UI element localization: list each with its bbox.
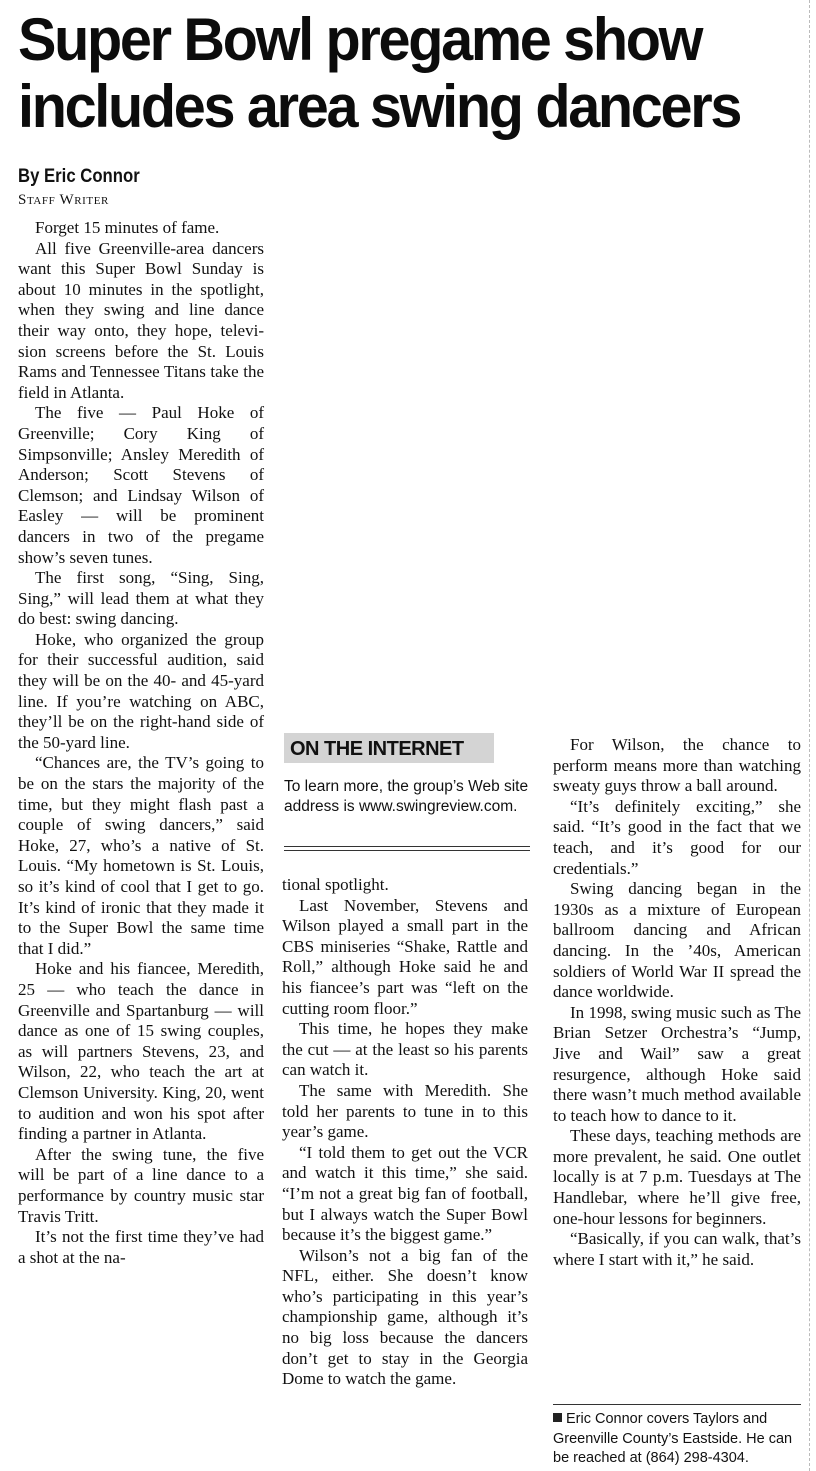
tagline-rule: [553, 1404, 801, 1405]
byline: By Eric Connor: [18, 166, 140, 187]
paragraph: “Basically, if you can walk, that’s where I start with it,” he said.: [553, 1229, 801, 1269]
headline-line-2: includes area swing dancers: [18, 73, 741, 140]
paragraph: Hoke, who organized the group for their successful audition, said they will be on the 40- and 45-yard line. If you’re watching on ABC, they’ll be on the right-hand side of the 50-yard line.: [18, 629, 264, 752]
paragraph: Last November, Stevens and Wilson played a small part in the CBS miniseries “Shake, Rattle and Roll,” although Hoke said he and his fiancee’s part was “left on the cutting room floor.”: [282, 895, 528, 1018]
square-bullet-icon: [553, 1413, 562, 1422]
paragraph: Wilson’s not a big fan of the NFL, either. She doesn’t know who’s participating in this year’s championship game, although it’s no big loss because the dancers don’t get to stay in the Georgia Dome to watch the game.: [282, 1245, 528, 1389]
paragraph: All five Greenville-area dancers want this Super Bowl Sunday is about 10 minutes in the spotlight, when they swing and line dance their way onto, they hope, television screens before the St. Louis Rams and Tennessee Titans take the field in Atlanta.: [18, 238, 264, 402]
paragraph: Swing dancing began in the 1930s as a mixture of European ballroom dancing and African dancing. In the ’40s, American soldiers of World War II spread the dance worldwide.: [553, 879, 801, 1002]
paragraph: “Chances are, the TV’s going to be on the stars the majority of the time, but they might flash past a couple of swing dancers,” said Hoke, 27, who’s a native of St. Louis. “My hometown is St. Louis, so it’s kind of cool that I get to go. It’s kind of ironic that they made it to the Super Bowl the same time that I did.”: [18, 753, 264, 958]
paragraph: “It’s definitely exciting,” she said. “It’s good in the fact that we teach, and it’s good for our credentials.”: [553, 796, 801, 878]
paragraph: These days, teaching methods are more prevalent, he said. One outlet locally is at 7 p.m. Tuesdays at The Handlebar, where he’ll give free, one-hour lessons for beginners.: [553, 1126, 801, 1228]
paragraph: tional spotlight.: [282, 875, 389, 894]
paragraph: After the swing tune, the five will be part of a line dance to a performance by country music star Travis Tritt.: [18, 1144, 264, 1226]
on-the-internet-text: To learn more, the group’s Web site address is www.swingreview.com.: [284, 778, 529, 815]
on-the-internet-label: ON THE INTERNET: [284, 733, 494, 763]
paragraph: The five — Paul Hoke of Greenville; Cory King of Simpsonville; Ansley Meredith of Anderson; Scott Stevens of Clemson; and Lindsay Wilson of Easley — will be prominent dancers in two of the pregame show’s seven tunes.: [18, 403, 264, 567]
author-tagline: [553, 1410, 801, 1469]
double-rule-divider: [284, 846, 530, 851]
paragraph: This time, he hopes they make the cut — at the least so his parents can watch it.: [282, 1019, 528, 1080]
paragraph: The first song, “Sing, Sing, Sing,” will lead them at what they do best: swing dancing.: [18, 568, 264, 629]
paragraph: For Wilson, the chance to perform means more than watching sweaty guys throw a ball around.: [553, 735, 801, 796]
staff-writer-label: Staff Writer: [18, 192, 109, 208]
headline: [18, 6, 776, 140]
page-edge-marks: [805, 0, 810, 1471]
article-column-1: [18, 218, 264, 1268]
article-column-2: [282, 875, 528, 1390]
article-column-3: [553, 735, 801, 1270]
paragraph: “I told them to get out the VCR and watch it this time,” she said. “I’m not a great big fan of football, but I always watch the Super Bowl because it’s the biggest game.”: [282, 1142, 528, 1245]
paragraph: The same with Meredith. She told her parents to tune in to this year’s game.: [282, 1080, 528, 1142]
headline-line-1: Super Bowl pregame show: [18, 6, 702, 73]
paragraph: It’s not the first time they’ve had a shot at the na-: [18, 1227, 264, 1267]
author-tagline-text: Eric Connor covers Taylors and Greenville County’s Eastside. He can be reached at (864) 298-4304.: [553, 1411, 793, 1466]
paragraph: In 1998, swing music such as The Brian Setzer Orchestra’s “Jump, Jive and Wail” saw a great resurgence, although Hoke said there wasn’t much method available to teach how to dance to it.: [553, 1002, 801, 1125]
paragraph: Forget 15 minutes of fame.: [35, 218, 220, 237]
on-the-internet-box: [284, 733, 530, 817]
paragraph: Hoke and his fiancee, Meredith, 25 — who teach the dance in Greenville and Spartanburg — will dance as one of 15 swing couples, as will partners Stevens, 23, and Wilson, 22, who teach the art at Clemson University. King, 20, went to audition and won his spot after finding a partner in Atlanta.: [18, 959, 264, 1144]
